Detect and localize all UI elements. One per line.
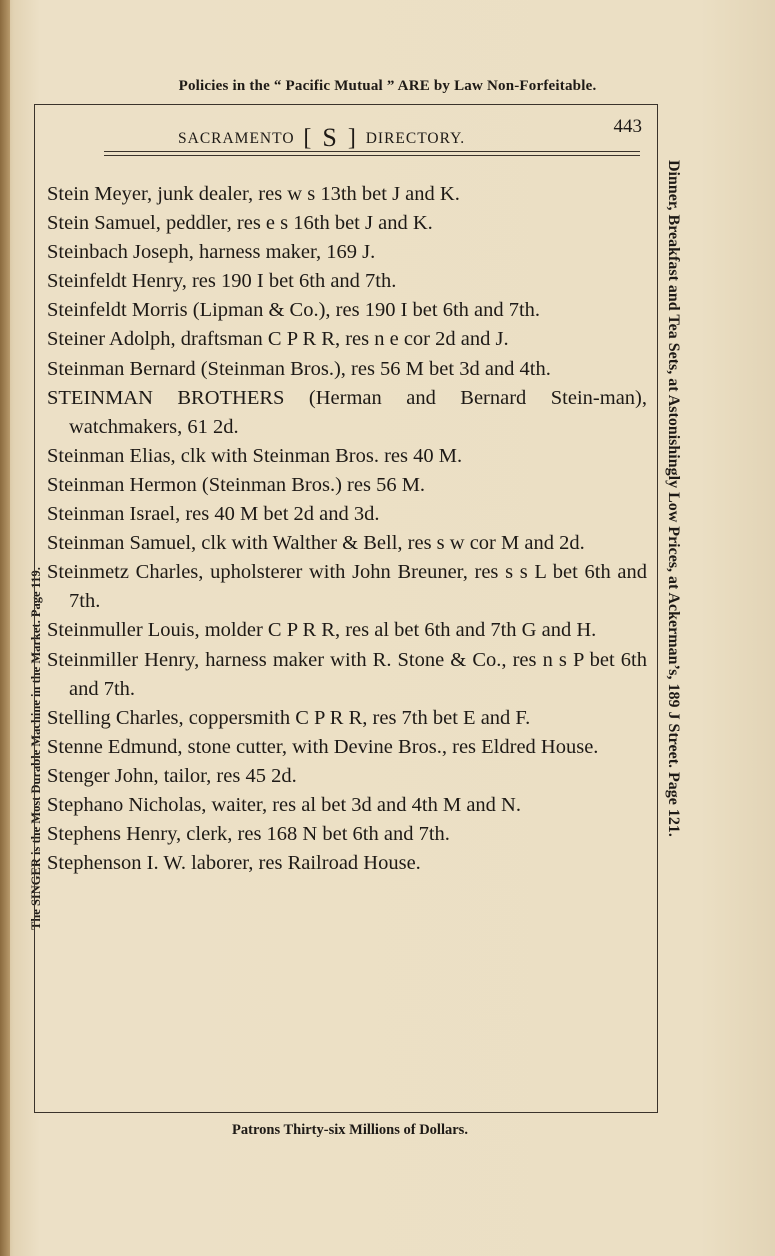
directory-entry: STEINMAN BROTHERS (Herman and Bernard Stein-man), watchmakers, 61 2d. <box>47 386 647 438</box>
directory-entry: Steinman Samuel, clk with Walther & Bell, res s w cor M and 2d. <box>47 532 585 555</box>
directory-entry: Stephano Nicholas, waiter, res al bet 3d and 4th M and N. <box>47 793 521 816</box>
directory-entry: Steinmiller Henry, harness maker with R. Stone & Co., res n s P bet 6th and 7th. <box>47 648 647 700</box>
directory-entry: Steinfeldt Henry, res 190 I bet 6th and 7th. <box>47 270 397 293</box>
running-head-city: SACRAMENTO <box>178 130 295 147</box>
running-head <box>178 120 465 150</box>
bracket-open: [ <box>303 125 313 151</box>
directory-entry: Steinman Elias, clk with Steinman Bros. res 40 M. <box>47 444 463 467</box>
directory-entry: Steinman Israel, res 40 M bet 2d and 3d. <box>47 503 380 526</box>
directory-entry: Steinmetz Charles, upholsterer with John Breuner, res s s L bet 6th and 7th. <box>47 561 647 613</box>
directory-entry: Steinbach Joseph, harness maker, 169 J. <box>47 241 376 264</box>
directory-entry: Steiner Adolph, draftsman C P R R, res n e cor 2d and J. <box>47 328 509 351</box>
page-header <box>34 108 658 152</box>
directory-entry: Steinmuller Louis, molder C P R R, res al bet 6th and 7th G and H. <box>47 619 597 642</box>
running-head-letter: S <box>322 123 338 152</box>
top-advertisement: Policies in the “ Pacific Mutual ” ARE by Law Non-Forfeitable. <box>178 78 597 94</box>
header-double-rule <box>104 151 640 156</box>
bracket-close: ] <box>347 125 357 151</box>
running-head-title: DIRECTORY. <box>365 130 466 147</box>
directory-entry: Steinman Hermon (Steinman Bros.) res 56 M. <box>47 473 426 496</box>
directory-entry: Stephens Henry, clerk, res 168 N bet 6th and 7th. <box>47 823 450 846</box>
right-margin-advertisement: Dinner, Breakfast and Tea Sets, at Astonishingly Low Prices, at Ackerman’s, 189 J Street. Page 121. <box>665 160 682 837</box>
directory-entries <box>47 180 647 878</box>
directory-entry: Stein Samuel, peddler, res e s 16th bet J and K. <box>47 212 433 235</box>
directory-entry: Stenne Edmund, stone cutter, with Devine Bros., res Eldred House. <box>47 735 599 758</box>
book-spine-shadow <box>0 0 10 1256</box>
page-number: 443 <box>613 116 642 137</box>
bottom-advertisement: Patrons Thirty-six Millions of Dollars. <box>232 1122 468 1138</box>
left-margin-text: The SINGER is the Most Durable Machine in the Market. Page 119. <box>28 567 43 930</box>
directory-entry: Steinfeldt Morris (Lipman & Co.), res 190 I bet 6th and 7th. <box>47 299 541 322</box>
directory-entry: Stenger John, tailor, res 45 2d. <box>47 764 297 787</box>
directory-entry: Stelling Charles, coppersmith C P R R, res 7th bet E and F. <box>47 706 531 729</box>
directory-entry: Stein Meyer, junk dealer, res w s 13th bet J and K. <box>47 183 460 205</box>
directory-entry: Steinman Bernard (Steinman Bros.), res 56 M bet 3d and 4th. <box>47 357 551 380</box>
directory-entry: Stephenson I. W. laborer, res Railroad House. <box>47 852 421 875</box>
